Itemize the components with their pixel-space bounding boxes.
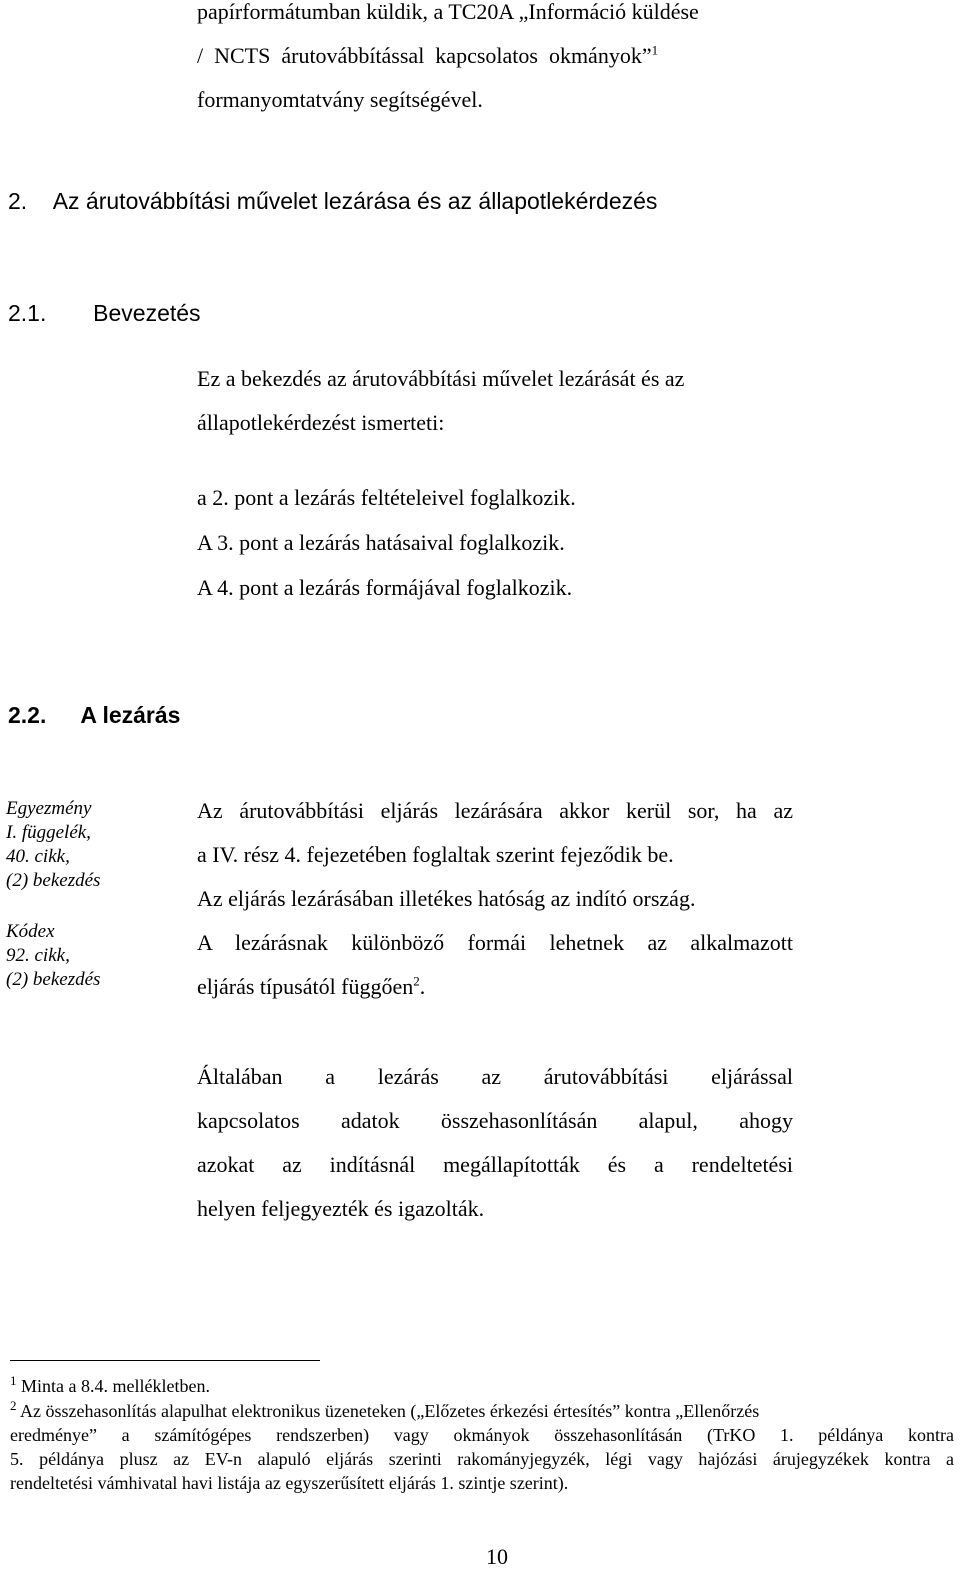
section-2-number: 2. — [8, 188, 28, 214]
section-2-1-para-line-2: állapotlekérdezést ismerteti: — [197, 410, 445, 435]
margin-note-line: I. függelék, — [6, 822, 91, 843]
section-2-title: Az árutovábbítási művelet lezárása és az állapotlekérdezés — [52, 188, 658, 214]
section-2-2-heading — [8, 702, 180, 729]
section-2-1-list — [197, 475, 576, 610]
footnote-2-number: 2 — [10, 1398, 17, 1413]
section-2-2-para-1 — [197, 789, 793, 1009]
footnote-divider — [10, 1360, 320, 1361]
section-2-1-para-line-1: Ez a bekezdés az árutovábbítási művelet lezárását és az — [197, 366, 685, 391]
margin-note-line: 40. cikk, — [6, 846, 70, 867]
section-2-2-number: 2.2. — [8, 702, 47, 728]
para-line: A lezárásnak különböző formái lehetnek az alkalmazott — [197, 930, 793, 955]
para-line-text: eljárás típusától függően — [197, 974, 414, 999]
intro-line-3: formanyomtatvány segítségével. — [197, 87, 483, 112]
margin-note-code — [6, 920, 100, 992]
section-2-1-number: 2.1. — [8, 300, 47, 326]
margin-note-line: 92. cikk, — [6, 945, 70, 966]
footnote-1 — [10, 1374, 210, 1398]
footnote-2-line: eredménye” a számítógépes rendszerben) vagy okmányok összehasonlításán (TrKO 1. példánya kontra — [10, 1425, 954, 1445]
para-line-last — [197, 965, 793, 1009]
para-line: Az eljárás lezárásában illetékes hatóság az indító ország. — [197, 886, 696, 911]
footnote-2-line: rendeltetési vámhivatal havi listája az egyszerűsített eljárás 1. szintje szerint). — [10, 1473, 569, 1493]
para-line: a IV. rész 4. fejezetében foglaltak szerint fejeződik be. — [197, 842, 674, 867]
section-2-2-para-2 — [197, 1055, 793, 1231]
intro-line-2-text: / NCTS árutovábbítással kapcsolatos okmányok” — [197, 43, 652, 68]
footnote-2-text: Az összehasonlítás alapulhat elektronikus üzeneteken („Előzetes érkezési értesítés” kontra „Ellenőrzés — [20, 1401, 760, 1421]
para-line: kapcsolatos adatok összehasonlításán alapul, ahogy — [197, 1108, 793, 1133]
section-2-2-title: A lezárás — [80, 702, 181, 728]
para-line-end: . — [419, 974, 426, 999]
footnote-1-text: Minta a 8.4. mellékletben. — [21, 1376, 210, 1396]
para-line: Általában a lezárás az árutovábbítási eljárással — [197, 1064, 793, 1089]
section-2-1-heading — [8, 300, 201, 327]
margin-note-line: (2) bekezdés — [6, 969, 101, 990]
margin-note-agreement — [6, 797, 100, 893]
margin-note-line: (2) bekezdés — [6, 870, 101, 891]
para-line: azokat az indításnál megállapították és a rendeltetési — [197, 1152, 793, 1177]
margin-note-line: Egyezmény — [6, 798, 92, 819]
footnote-2 — [10, 1399, 954, 1495]
footnote-ref-2[interactable]: 2 — [413, 973, 420, 989]
para-line: Az árutovábbítási eljárás lezárására akkor kerül sor, ha az — [197, 798, 793, 823]
footnote-2-line — [10, 1399, 954, 1423]
footnote-ref-1[interactable]: 1 — [651, 42, 659, 58]
list-item: A 4. pont a lezárás formájával foglalkozik. — [197, 575, 573, 600]
list-item: a 2. pont a lezárás feltételeivel foglalkozik. — [197, 485, 576, 510]
intro-line-1: papírformátumban küldik, a TC20A „Információ küldése — [197, 0, 699, 24]
footnote-1-number: 1 — [10, 1373, 17, 1388]
para-line-last: helyen feljegyezték és igazolták. — [197, 1196, 485, 1221]
section-2-1-title: Bevezetés — [93, 300, 201, 326]
section-2-heading — [8, 188, 657, 215]
intro-line-2 — [197, 34, 658, 78]
margin-note-line: Kódex — [6, 921, 55, 942]
page-number: 10 — [486, 1544, 508, 1569]
footnote-2-line: 5. példánya plusz az EV-n alapuló eljárás szerinti rakományjegyzék, légi vagy hajózási árujegyzékek kontra a — [10, 1449, 954, 1469]
list-item: A 3. pont a lezárás hatásaival foglalkozik. — [197, 530, 565, 555]
